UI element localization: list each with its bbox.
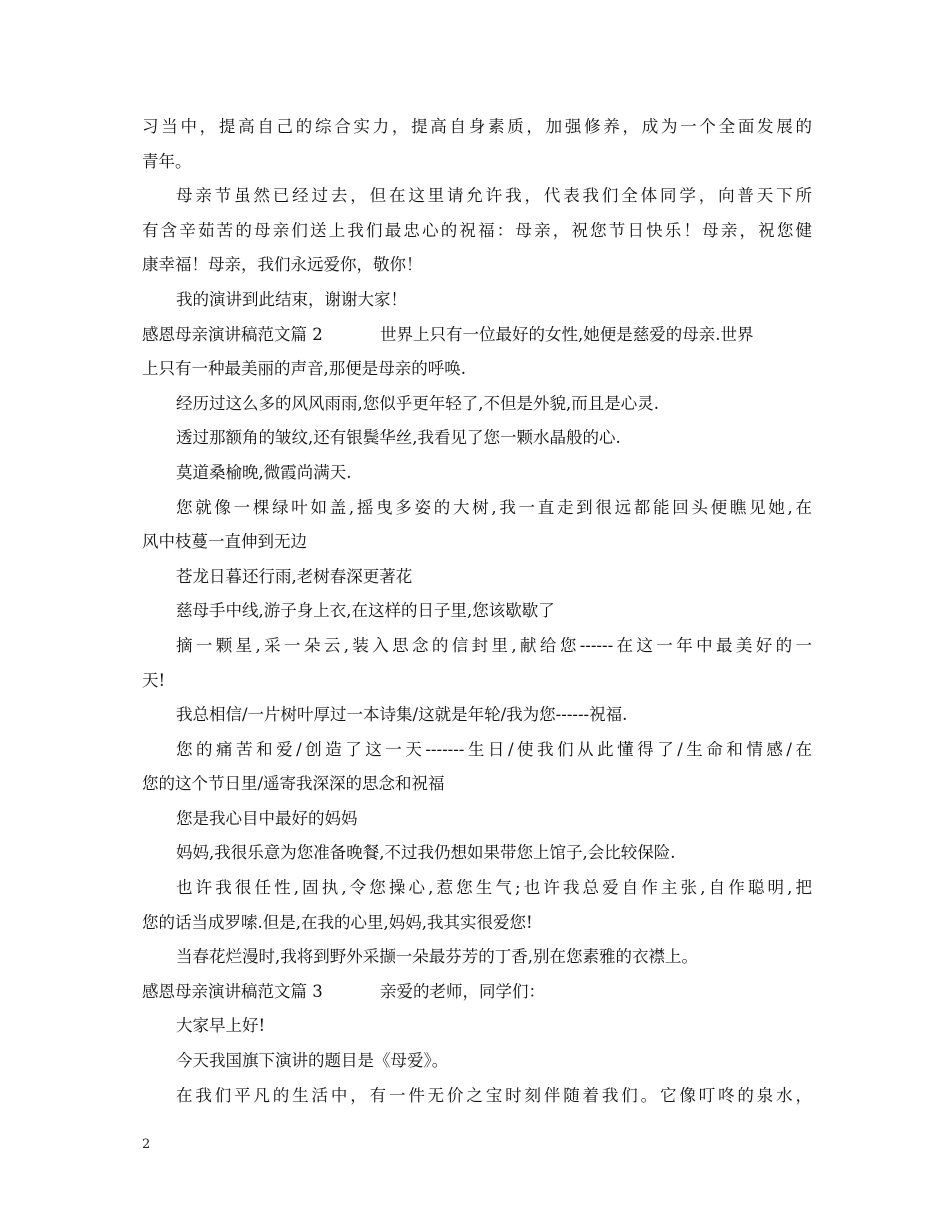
- paragraph-line: 妈妈,我很乐意为您准备晚餐,不过我仍想如果带您上馆子,会比较保险.: [176, 843, 676, 863]
- paragraph-line: 当春花烂漫时,我将到野外采撷一朵最芬芳的丁香,别在您素雅的衣襟上。: [176, 947, 698, 967]
- paragraph-line: 也许我很任性,固执,令您操心,惹您生气;也许我总爱自作主张,自作聪明,把: [176, 878, 812, 898]
- paragraph-line: 摘一颗星,采一朵云,装入思念的信封里,献给您------在这一年中最美好的一: [176, 635, 812, 655]
- paragraph-line: 今天我国旗下演讲的题目是《母爱》。: [176, 1051, 449, 1071]
- paragraph-line: 您的痛苦和爱/创造了这一天-------生日/使我们从此懂得了/生命和情感/在: [176, 739, 812, 759]
- paragraph-line: 在我们平凡的生活中，有一件无价之宝时刻伴随着我们。它像叮咚的泉水，: [176, 1085, 812, 1105]
- paragraph-line: 莫道桑榆晚,微霞尚满天.: [176, 462, 352, 482]
- section-heading-3: [142, 975, 812, 1010]
- page-number: 2: [142, 1137, 151, 1152]
- paragraph-line: 透过那额角的皱纹,还有银鬓华丝,我看见了您一颗水晶般的心.: [176, 428, 621, 448]
- paragraph-line: 您就像一棵绿叶如盖,摇曳多姿的大树,我一直走到很远都能回头便瞧见她,在: [176, 497, 812, 517]
- section-title: 感恩母亲演讲稿范文篇 3: [142, 981, 323, 1001]
- paragraph-line: 风中枝蔓一直伸到无边: [142, 532, 307, 552]
- document-body: [142, 110, 812, 1113]
- paragraph-line: 青年。: [142, 151, 192, 171]
- paragraph-line: 您的这个节日里/遥寄我深深的思念和祝福: [142, 774, 445, 794]
- paragraph-line: 母亲节虽然已经过去，但在这里请允许我，代表我们全体同学，向普天下所: [176, 186, 812, 206]
- section-title: 感恩母亲演讲稿范文篇 2: [142, 324, 323, 344]
- paragraph-line: 大家早上好!: [176, 1016, 266, 1036]
- section-first-line: 亲爱的老师，同学们：: [380, 981, 545, 1001]
- paragraph-line: 天!: [142, 670, 166, 690]
- paragraph-line: 我的演讲到此结束，谢谢大家！: [176, 289, 407, 309]
- paragraph-line: 习当中，提高自己的综合实力，提高自身素质，加强修养，成为一个全面发展的: [142, 117, 812, 136]
- paragraph-line: 您是我心目中最好的妈妈: [176, 808, 358, 828]
- paragraph-line: 康幸福！母亲，我们永远爱你，敬你！: [142, 255, 423, 275]
- paragraph-line: 慈母手中线,游子身上衣,在这样的日子里,您该歇歇了: [176, 601, 555, 621]
- section-heading-2: [142, 318, 812, 353]
- paragraph-line: 苍龙日暮还行雨,老树春深更著花: [176, 566, 413, 586]
- paragraph-line: 有含辛茹苦的母亲们送上我们最忠心的祝福：母亲，祝您节日快乐！母亲，祝您健: [142, 220, 812, 240]
- paragraph-line: 上只有一种最美丽的声音,那便是母亲的呼唤.: [142, 359, 466, 379]
- paragraph-line: 您的话当成罗嗦.但是,在我的心里,妈妈,我其实很爱您!: [142, 912, 533, 932]
- paragraph-line: 经历过这么多的风风雨雨,您似乎更年轻了,不但是外貌,而且是心灵.: [176, 393, 659, 413]
- paragraph-line: 我总相信/一片树叶厚过一本诗集/这就是年轮/我为您------祝福.: [176, 705, 628, 725]
- section-first-line: 世界上只有一位最好的女性,她便是慈爱的母亲.世界: [380, 324, 754, 344]
